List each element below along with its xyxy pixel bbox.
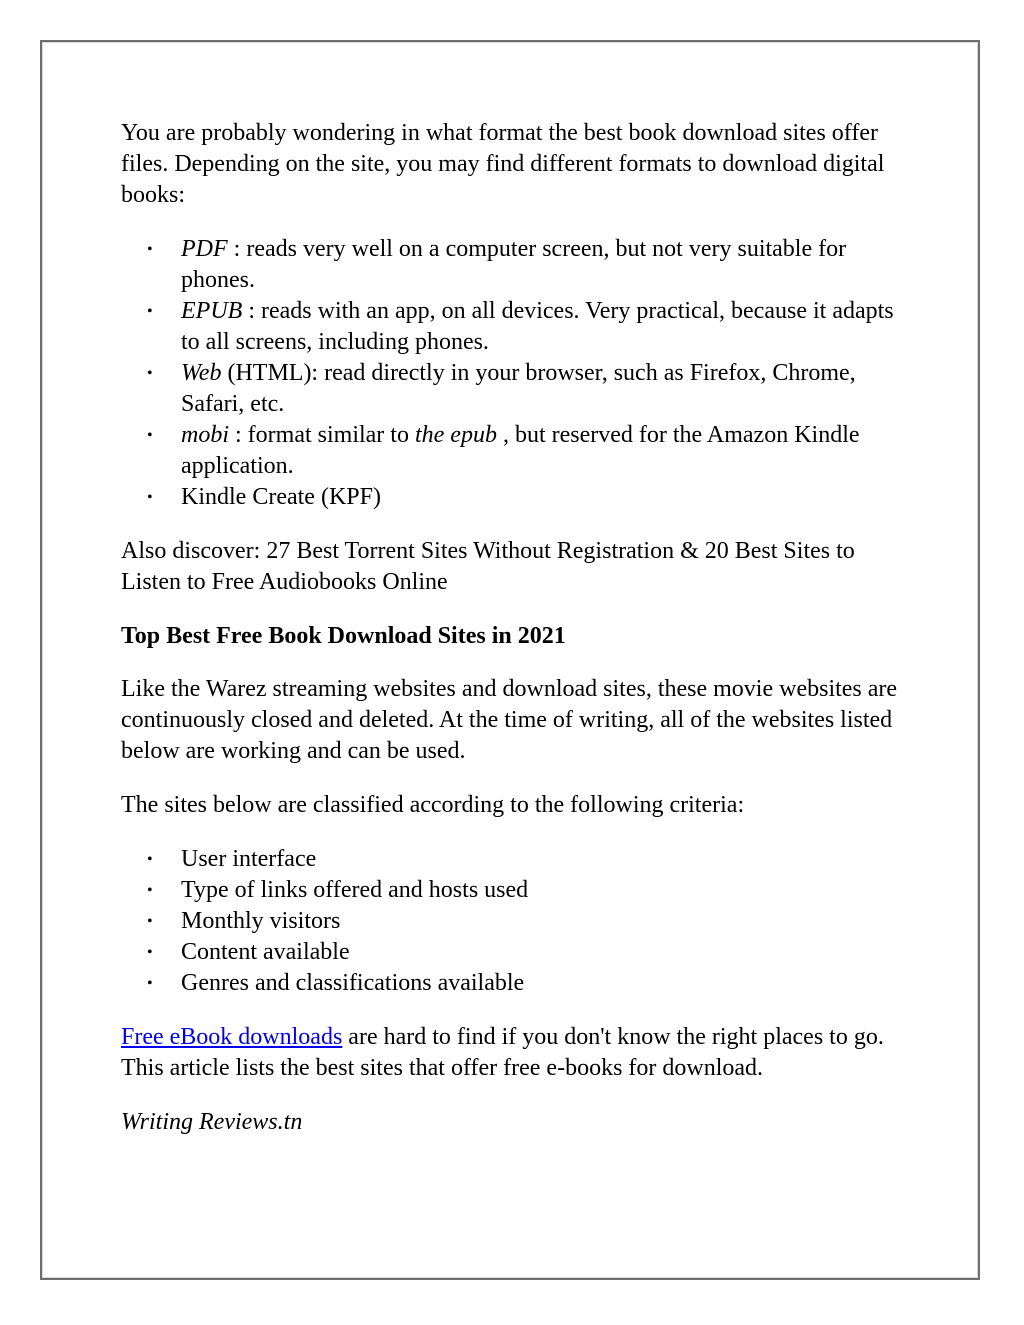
formats-list xyxy=(121,234,911,513)
format-description: : format similar to xyxy=(229,422,415,448)
closing-paragraph xyxy=(121,1022,911,1084)
closing-text: are hard to find if you don't know the right places to go. This article lists the best sites that offer free e-books for download. xyxy=(121,1024,884,1081)
format-name: EPUB xyxy=(181,298,243,324)
list-item: • Type of links offered and hosts used xyxy=(181,875,911,906)
list-item xyxy=(181,358,911,420)
list-item: • Content available xyxy=(181,937,911,968)
list-item: • Monthly visitors xyxy=(181,906,911,937)
also-discover-paragraph: Also discover: 27 Best Torrent Sites Without Registration & 20 Best Sites to Listen to Free Audiobooks Online xyxy=(121,538,855,595)
list-item xyxy=(181,296,911,358)
format-description: Kindle Create (KPF) xyxy=(181,484,381,510)
intro-paragraph: You are probably wondering in what format the best book download sites offer files. Depending on the site, you may find different formats to download digital books: xyxy=(121,120,885,208)
format-description-end: , but reserved for the Amazon Kindle application. xyxy=(181,422,860,479)
list-item xyxy=(181,234,911,296)
format-description: (HTML): read directly in your browser, such as Firefox, Chrome, Safari, etc. xyxy=(181,360,856,417)
format-description: : reads with an app, on all devices. Very practical, because it adapts to all screens, including phones. xyxy=(181,298,894,355)
list-item xyxy=(181,482,911,513)
criteria-intro: The sites below are classified according to the following criteria: xyxy=(121,792,745,818)
free-ebook-downloads-link[interactable]: Free eBook downloads xyxy=(121,1024,343,1050)
warez-paragraph: Like the Warez streaming websites and download sites, these movie websites are continuously closed and deleted. At the time of writing, all of the websites listed below are working and can be used. xyxy=(121,676,898,764)
format-name: mobi xyxy=(181,422,229,448)
signature: Writing Reviews.tn xyxy=(121,1109,303,1135)
format-description: : reads very well on a computer screen, but not very suitable for phones. xyxy=(181,236,847,293)
list-item xyxy=(181,420,911,482)
criteria-list xyxy=(121,844,911,999)
list-item: • Genres and classifications available xyxy=(181,968,911,999)
list-item: • User interface xyxy=(181,844,911,875)
section-heading: Top Best Free Book Download Sites in 2021 xyxy=(121,623,566,649)
format-name: Web xyxy=(181,360,222,386)
format-reference: the epub xyxy=(414,422,497,448)
document-body xyxy=(121,118,911,1161)
format-name: PDF xyxy=(181,236,228,262)
